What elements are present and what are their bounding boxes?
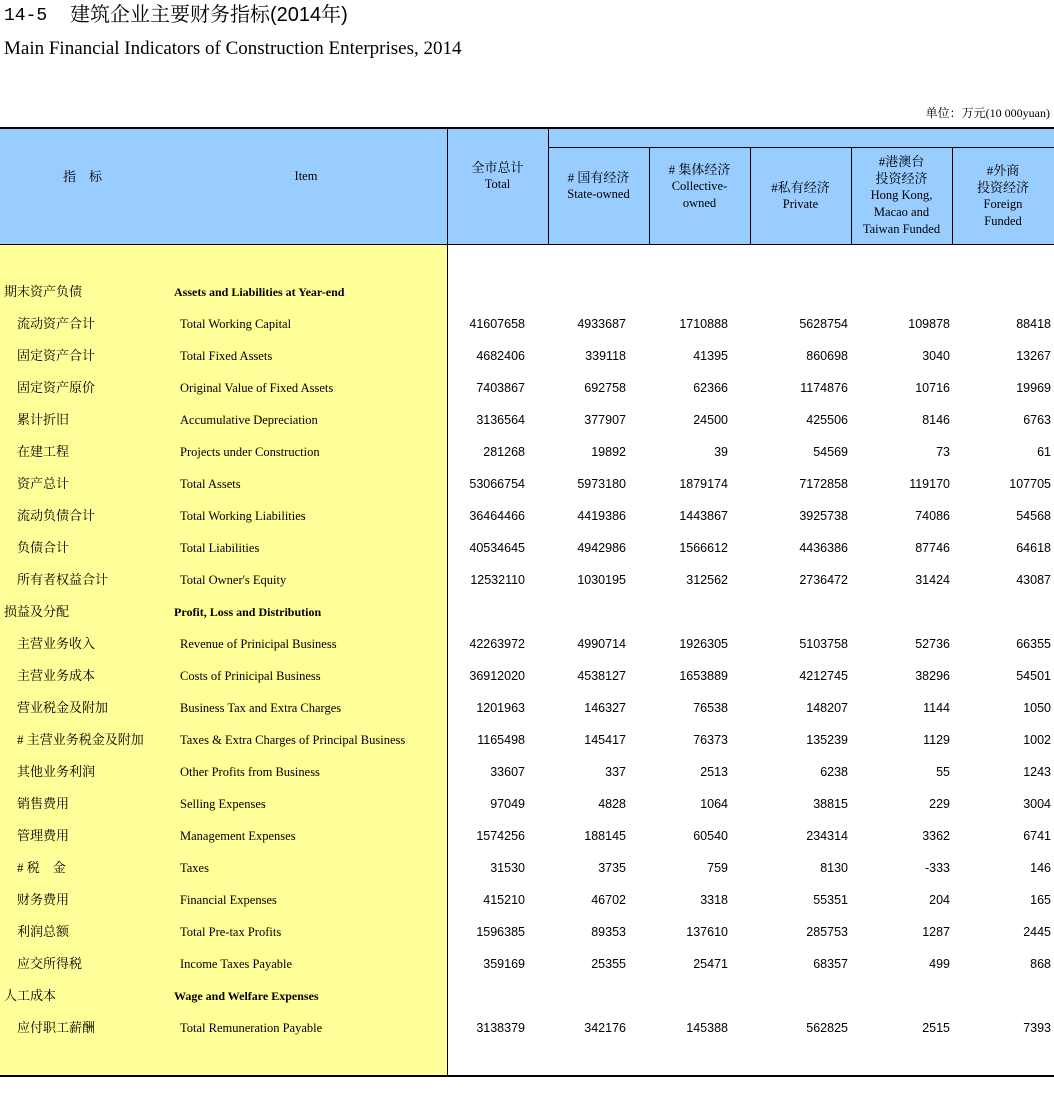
value-collective: 312562 [686, 573, 728, 587]
value-private: 8130 [820, 861, 848, 875]
value-hk-macao-taiwan: 1129 [923, 733, 950, 747]
indicator-label-cn: # 主营业务税金及附加 [17, 732, 144, 747]
value-collective: 1566612 [679, 541, 728, 555]
table-row [0, 1012, 1054, 1044]
value-total: 41607658 [469, 317, 525, 331]
table-row [0, 372, 1054, 404]
value-total: 1201963 [476, 701, 525, 715]
value-total: 33607 [490, 765, 525, 779]
table-top-border [0, 127, 1054, 129]
value-collective: 41395 [693, 349, 728, 363]
value-hk-macao-taiwan: 204 [929, 893, 950, 907]
item-header [165, 129, 447, 244]
value-foreign: 13267 [1016, 349, 1051, 363]
column-divider [851, 147, 852, 244]
table-body [0, 276, 1054, 1044]
value-hk-macao-taiwan: 3040 [922, 349, 950, 363]
indicator-label-en: Total Working Liabilities [180, 509, 306, 523]
column-header-cn: 投资经济 [976, 179, 1029, 195]
section-label-en: Wage and Welfare Expenses [174, 989, 319, 1003]
header-bottom-border [0, 244, 1054, 245]
value-private: 5628754 [799, 317, 848, 331]
indicator-label-cn: 利润总额 [17, 924, 70, 939]
value-hk-macao-taiwan: 8146 [922, 413, 950, 427]
indicator-label-cn: 主营业务成本 [17, 668, 96, 683]
value-total: 3136564 [476, 413, 525, 427]
section-label-cn: 人工成本 [4, 988, 57, 1003]
column-divider [750, 147, 751, 244]
value-collective: 1710888 [679, 317, 728, 331]
table-row [0, 564, 1054, 596]
value-total: 7403867 [476, 381, 525, 395]
value-hk-macao-taiwan: 31424 [915, 573, 950, 587]
indicator-label-cn: 累计折旧 [17, 412, 70, 427]
page-title-cn: 建筑企业主要财务指标(2014年) [70, 4, 348, 26]
column-header-en: owned [682, 195, 717, 210]
indicator-label-cn: 固定资产合计 [17, 348, 96, 363]
value-total: 12532110 [470, 573, 525, 587]
value-state-owned: 1030195 [577, 573, 626, 587]
value-total: 359169 [483, 957, 525, 971]
column-header-cn: #港澳台 [878, 154, 925, 169]
value-foreign: 6741 [1023, 829, 1051, 843]
indicator-label-en: Income Taxes Payable [180, 957, 293, 971]
value-private: 2736472 [799, 573, 848, 587]
value-total: 36464466 [469, 509, 525, 523]
value-collective: 60540 [693, 829, 728, 843]
column-divider [649, 147, 650, 244]
value-foreign: 2445 [1023, 925, 1051, 939]
value-hk-macao-taiwan: 2515 [922, 1021, 950, 1035]
indicator-label-cn: 销售费用 [17, 796, 70, 811]
value-total: 1165498 [477, 733, 525, 747]
value-foreign: 1050 [1023, 701, 1051, 715]
column-divider [952, 147, 953, 244]
value-foreign: 66355 [1016, 637, 1051, 651]
column-header-cn: # 集体经济 [668, 161, 731, 177]
value-hk-macao-taiwan: 119170 [909, 477, 950, 491]
value-collective: 1926305 [679, 637, 728, 651]
column-header-state-owned [548, 147, 649, 244]
table-row [0, 724, 1054, 756]
column-divider [548, 129, 549, 244]
value-private: 4212745 [799, 669, 848, 683]
table-bottom-border [0, 1075, 1054, 1077]
value-collective: 76373 [693, 733, 728, 747]
indicator-label-cn: 主营业务收入 [17, 636, 96, 651]
table-row [0, 308, 1054, 340]
table-row [0, 436, 1054, 468]
indicator-label-cn: 其他业务利润 [17, 764, 96, 779]
column-header-en: State-owned [567, 186, 630, 201]
value-collective: 76538 [693, 701, 728, 715]
value-foreign: 64618 [1016, 541, 1051, 555]
indicator-label-en: Management Expenses [180, 829, 296, 843]
indicator-label-cn: 固定资产原价 [17, 380, 96, 395]
value-foreign: 43087 [1016, 573, 1051, 587]
value-foreign: 146 [1030, 861, 1051, 875]
indicator-label-en: Total Owner's Equity [180, 573, 287, 587]
value-private: 234314 [806, 829, 848, 843]
column-header-cn: #外商 [986, 162, 1020, 178]
indicator-label-cn: 所有者权益合计 [17, 572, 109, 587]
section-row [0, 980, 1054, 1012]
table-row [0, 756, 1054, 788]
value-collective: 39 [714, 445, 728, 459]
indicator-label-en: Taxes [180, 861, 209, 875]
section-row [0, 596, 1054, 628]
column-header-hk-macao-taiwan [851, 147, 952, 244]
value-private: 4436386 [799, 541, 848, 555]
value-total: 53066754 [469, 477, 525, 491]
value-state-owned: 692758 [584, 381, 626, 395]
value-collective: 759 [707, 861, 728, 875]
indicator-label-en: Costs of Prinicipal Business [180, 669, 321, 683]
section-label-cn: 损益及分配 [4, 604, 70, 619]
value-foreign: 54501 [1016, 669, 1051, 683]
value-private: 148207 [806, 701, 848, 715]
value-total: 4682406 [476, 349, 525, 363]
value-hk-macao-taiwan: 74086 [915, 509, 950, 523]
value-hk-macao-taiwan: 87746 [915, 541, 950, 555]
table-row [0, 788, 1054, 820]
column-header-en: Taiwan Funded [862, 222, 941, 236]
table-row [0, 820, 1054, 852]
column-header-cn: #私有经济 [771, 179, 830, 195]
value-private: 135239 [806, 733, 848, 747]
value-total: 1596385 [476, 925, 525, 939]
value-hk-macao-taiwan: 10716 [915, 381, 950, 395]
column-header-private [750, 147, 851, 244]
column-header-cn: # 国有经济 [567, 169, 630, 185]
column-header-en: Foreign [983, 196, 1023, 211]
unit-note: 单位：万元(10 000yuan) [925, 106, 1050, 120]
value-collective: 25471 [693, 957, 728, 971]
indicator-label-cn: 流动负债合计 [17, 508, 96, 523]
indicator-label-en: Taxes & Extra Charges of Principal Business [180, 733, 406, 747]
value-hk-macao-taiwan: -333 [924, 861, 950, 875]
table-row [0, 532, 1054, 564]
item-header-label: Item [294, 168, 318, 183]
value-private: 5103758 [799, 637, 848, 651]
indicator-label-en: Financial Expenses [180, 893, 277, 907]
indicator-label-cn: # 税 金 [17, 860, 66, 875]
value-foreign: 7393 [1023, 1021, 1051, 1035]
value-state-owned: 4933687 [577, 317, 626, 331]
table-number: 14-5 [4, 6, 48, 26]
value-hk-macao-taiwan: 55 [936, 765, 950, 779]
indicator-label-cn: 营业税金及附加 [17, 700, 109, 715]
indicator-label-cn: 管理费用 [17, 828, 70, 843]
value-collective: 1064 [700, 797, 728, 811]
section-label-en: Assets and Liabilities at Year-end [174, 285, 345, 299]
value-hk-macao-taiwan: 229 [929, 797, 950, 811]
indicator-label-cn: 流动资产合计 [17, 316, 96, 331]
value-total: 281268 [483, 445, 525, 459]
value-private: 3925738 [799, 509, 848, 523]
indicator-label-en: Original Value of Fixed Assets [180, 381, 334, 395]
value-state-owned: 145417 [584, 733, 626, 747]
indicator-label-cn: 应交所得税 [17, 956, 83, 971]
page-title-en: Main Financial Indicators of Construction Enterprises, 2014 [4, 38, 462, 59]
table-row [0, 660, 1054, 692]
column-header-en: Collective- [671, 178, 728, 193]
value-state-owned: 188145 [584, 829, 626, 843]
indicator-label-cn: 在建工程 [17, 444, 70, 459]
value-collective: 145388 [686, 1021, 728, 1035]
value-hk-macao-taiwan: 1287 [922, 925, 950, 939]
value-hk-macao-taiwan: 109878 [908, 317, 950, 331]
table-row [0, 948, 1054, 980]
indicator-label-en: Total Remuneration Payable [180, 1021, 323, 1035]
value-total: 415210 [483, 893, 525, 907]
value-foreign: 54568 [1016, 509, 1051, 523]
column-header-en: Hong Kong, [870, 188, 933, 202]
value-total: 31530 [490, 861, 525, 875]
value-hk-macao-taiwan: 1144 [923, 701, 950, 715]
column-header-foreign [952, 147, 1054, 244]
value-hk-macao-taiwan: 499 [929, 957, 950, 971]
value-state-owned: 377907 [584, 413, 626, 427]
value-collective: 3318 [700, 893, 728, 907]
value-state-owned: 46702 [591, 893, 626, 907]
indicator-label-en: Business Tax and Extra Charges [180, 701, 342, 715]
indicator-header-label: 指 标 [62, 168, 102, 184]
value-state-owned: 4942986 [577, 541, 626, 555]
table-row [0, 500, 1054, 532]
column-header-collective [649, 147, 750, 244]
section-label-cn: 期末资产负债 [4, 284, 83, 299]
indicator-label-en: Total Working Capital [180, 317, 292, 331]
value-private: 7172858 [799, 477, 848, 491]
value-foreign: 1243 [1023, 765, 1051, 779]
value-private: 425506 [806, 413, 848, 427]
indicator-label-en: Total Liabilities [180, 541, 260, 555]
value-total: 97049 [490, 797, 525, 811]
value-private: 1174876 [800, 381, 848, 395]
value-state-owned: 146327 [584, 701, 626, 715]
value-state-owned: 19892 [591, 445, 626, 459]
value-collective: 1653889 [679, 669, 728, 683]
value-total: 40534645 [469, 541, 525, 555]
value-state-owned: 3735 [598, 861, 626, 875]
value-total: 36912020 [469, 669, 525, 683]
table-row [0, 628, 1054, 660]
column-header-cn: 投资经济 [875, 171, 928, 186]
value-foreign: 868 [1030, 957, 1051, 971]
indicator-label-en: Total Fixed Assets [180, 349, 273, 363]
indicator-label-cn: 资产总计 [17, 476, 70, 491]
value-hk-macao-taiwan: 3362 [922, 829, 950, 843]
column-header-total [447, 129, 548, 244]
value-state-owned: 342176 [584, 1021, 626, 1035]
indicator-label-en: Other Profits from Business [180, 765, 320, 779]
value-collective: 2513 [700, 765, 728, 779]
value-foreign: 61 [1037, 445, 1051, 459]
value-state-owned: 4990714 [577, 637, 626, 651]
column-header-en: Total [484, 176, 511, 191]
value-foreign: 6763 [1023, 413, 1051, 427]
value-hk-macao-taiwan: 38296 [915, 669, 950, 683]
indicator-header [0, 129, 165, 244]
indicator-label-cn: 财务费用 [17, 892, 70, 907]
value-private: 54569 [813, 445, 848, 459]
table-row [0, 916, 1054, 948]
value-foreign: 165 [1030, 893, 1051, 907]
value-private: 285753 [806, 925, 848, 939]
value-state-owned: 4538127 [577, 669, 626, 683]
indicator-label-en: Total Pre-tax Profits [180, 925, 282, 939]
column-header-en: Funded [984, 213, 1022, 228]
value-state-owned: 4419386 [577, 509, 626, 523]
indicator-label-cn: 应付职工薪酬 [17, 1020, 96, 1035]
table-row [0, 404, 1054, 436]
value-private: 562825 [806, 1021, 848, 1035]
table-row [0, 692, 1054, 724]
value-private: 6238 [820, 765, 848, 779]
column-header-en: Macao and [873, 205, 930, 219]
indicator-label-en: Revenue of Prinicipal Business [180, 637, 337, 651]
table-row [0, 884, 1054, 916]
value-collective: 24500 [693, 413, 728, 427]
value-hk-macao-taiwan: 73 [936, 445, 950, 459]
value-collective: 1879174 [679, 477, 728, 491]
indicator-label-cn: 负债合计 [17, 540, 70, 555]
value-state-owned: 4828 [598, 797, 626, 811]
value-state-owned: 337 [605, 765, 626, 779]
value-total: 3138379 [476, 1021, 525, 1035]
value-private: 860698 [806, 349, 848, 363]
value-collective: 1443867 [679, 509, 728, 523]
section-label-en: Profit, Loss and Distribution [174, 605, 322, 619]
value-collective: 62366 [693, 381, 728, 395]
indicator-label-en: Projects under Construction [180, 445, 320, 459]
value-private: 38815 [813, 797, 848, 811]
table-row [0, 468, 1054, 500]
value-state-owned: 339118 [585, 349, 626, 363]
value-state-owned: 5973180 [577, 477, 626, 491]
value-foreign: 107705 [1009, 477, 1051, 491]
value-hk-macao-taiwan: 52736 [915, 637, 950, 651]
column-header-en: Private [782, 196, 819, 211]
value-total: 1574256 [476, 829, 525, 843]
value-total: 42263972 [469, 637, 525, 651]
table-row [0, 340, 1054, 372]
value-foreign: 88418 [1016, 317, 1051, 331]
column-header-cn: 全市总计 [471, 159, 524, 175]
value-foreign: 19969 [1016, 381, 1051, 395]
value-private: 55351 [813, 893, 848, 907]
value-state-owned: 89353 [591, 925, 626, 939]
header-group-divider [548, 147, 1054, 148]
section-row [0, 276, 1054, 308]
value-private: 68357 [813, 957, 848, 971]
indicator-label-en: Selling Expenses [180, 797, 266, 811]
value-foreign: 3004 [1023, 797, 1051, 811]
indicator-label-en: Total Assets [180, 477, 241, 491]
value-collective: 137610 [686, 925, 728, 939]
table-row [0, 852, 1054, 884]
value-state-owned: 25355 [591, 957, 626, 971]
value-foreign: 1002 [1023, 733, 1051, 747]
indicator-label-en: Accumulative Depreciation [180, 413, 318, 427]
